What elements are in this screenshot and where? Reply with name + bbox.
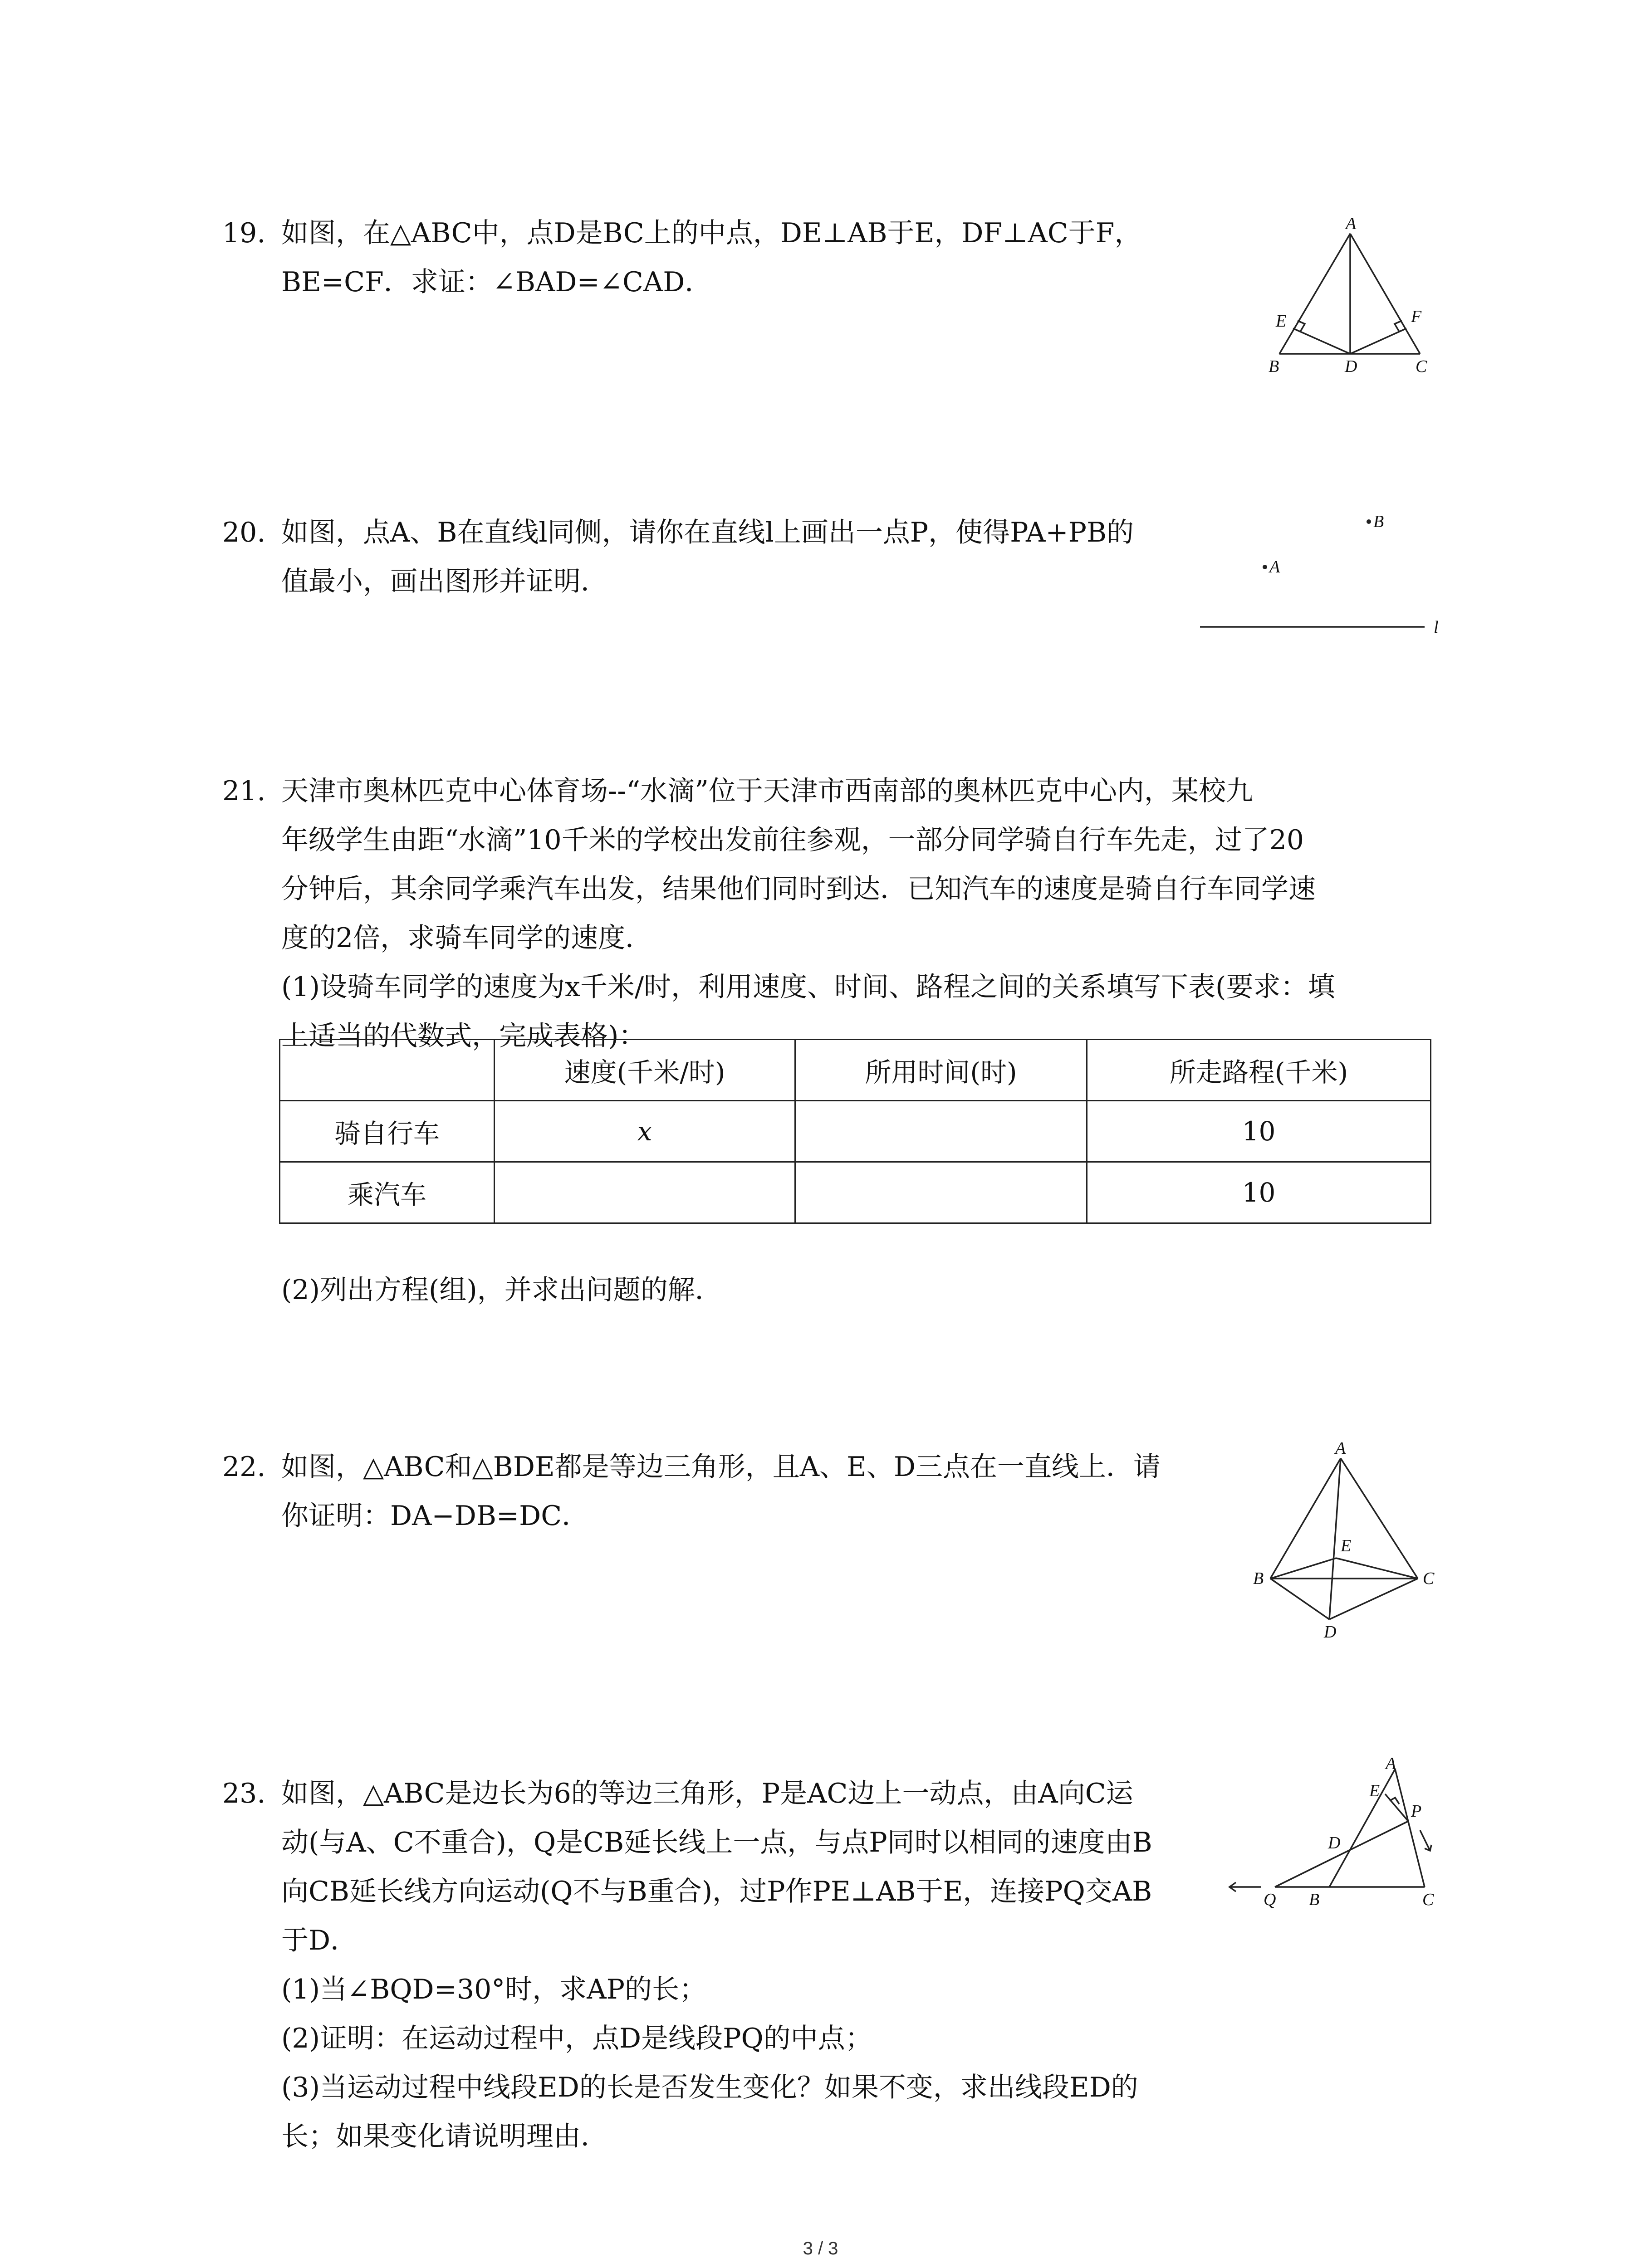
question-text: 天津市奥林匹克中心体育场--“水滴”位于天津市西南部的奥林匹克中心内，某校九 — [281, 775, 1253, 807]
question-text: (3)当运动过程中线段ED的长是否发生变化？如果不变，求出线段ED的 — [281, 2072, 1138, 2103]
label-D: D — [1345, 357, 1357, 376]
question-text: 动(与A、C不重合)，Q是CB延长线上一点，与点P同时以相同的速度由B — [281, 1827, 1152, 1858]
label-B: B — [1269, 357, 1279, 376]
table-header-cell: 所用时间(时) — [795, 1040, 1087, 1101]
table-row — [280, 1101, 1431, 1162]
table-cell — [795, 1162, 1087, 1223]
question-19 — [222, 209, 1266, 307]
question-number: 20. — [222, 517, 266, 548]
table-cell: 骑自行车 — [280, 1101, 495, 1162]
label-C: C — [1423, 1569, 1435, 1588]
table-header-cell: 速度(千米/时) — [495, 1040, 795, 1101]
question-text: 年级学生由距“水滴”10千米的学校出发前往参观，一部分同学骑自行车先走，过了20 — [281, 824, 1304, 856]
label-C: C — [1422, 1890, 1434, 1909]
question-text: (2)列出方程(组)，并求出问题的解． — [281, 1274, 722, 1306]
label-E: E — [1341, 1536, 1352, 1555]
question-text: (2)证明：在运动过程中，点D是线段PQ的中点； — [281, 2023, 872, 2054]
question-20 — [222, 508, 1266, 606]
figure-20-points-line — [1198, 508, 1452, 644]
question-text: BE=CF．求证：∠BAD=∠CAD． — [281, 266, 712, 298]
label-A: A — [1269, 557, 1280, 577]
question-text: 度的2倍，求骑车同学的速度． — [281, 922, 653, 954]
question-number: 23. — [222, 1778, 266, 1809]
question-text: (1)当∠BQD=30°时，求AP的长； — [281, 1974, 706, 2005]
question-text: 长；如果变化请说明理由． — [281, 2121, 608, 2152]
label-A: A — [1335, 1439, 1346, 1458]
table-row — [280, 1162, 1431, 1223]
question-number: 19. — [222, 217, 266, 249]
table-cell: 乘汽车 — [280, 1162, 495, 1223]
question-text: 如图，在△ABC中，点D是BC上的中点，DE⊥AB于E，DF⊥AC于F， — [281, 217, 1142, 249]
table-header-cell — [280, 1040, 495, 1101]
table-cell: 10 — [1087, 1162, 1431, 1223]
label-l: l — [1434, 618, 1439, 637]
question-text: 你证明：DA−DB=DC． — [281, 1500, 589, 1532]
speed-time-distance-table — [279, 1039, 1431, 1224]
question-21 — [222, 767, 1335, 1061]
label-D: D — [1328, 1833, 1341, 1853]
question-21-part2 — [222, 1266, 1266, 1315]
question-22 — [222, 1442, 1266, 1540]
label-E: E — [1276, 312, 1287, 331]
table-header-cell: 所走路程(千米) — [1087, 1040, 1431, 1101]
label-C: C — [1416, 357, 1427, 376]
figure-19-triangle — [1261, 213, 1452, 386]
label-E: E — [1369, 1781, 1380, 1800]
figure-23-moving-points — [1220, 1751, 1456, 1932]
label-F: F — [1411, 307, 1422, 326]
question-text: (1)设骑车同学的速度为x千米/时，利用速度、时间、路程之间的关系填写下表(要求：填 — [281, 971, 1335, 1003]
label-D: D — [1324, 1623, 1337, 1637]
question-text: 分钟后，其余同学乘汽车出发，结果他们同时到达．已知汽车的速度是骑自行车同学速 — [281, 873, 1316, 905]
question-text: 上适当的代数式，完成表格)： — [281, 1020, 646, 1052]
table-cell: x — [495, 1101, 795, 1162]
table-cell: 10 — [1087, 1101, 1431, 1162]
figure-22-triangles — [1243, 1438, 1452, 1637]
label-P: P — [1411, 1802, 1422, 1821]
question-text: 如图，点A、B在直线l同侧，请你在直线l上画出一点P，使得PA+PB的 — [281, 517, 1134, 548]
label-Q: Q — [1264, 1890, 1276, 1909]
question-text: 如图，△ABC是边长为6的等边三角形，P是AC边上一动点，由A向C运 — [281, 1778, 1133, 1809]
table-cell — [495, 1162, 795, 1223]
question-text: 如图，△ABC和△BDE都是等边三角形，且A、E、D三点在一直线上．请 — [281, 1451, 1161, 1483]
table-cell — [795, 1101, 1087, 1162]
question-number: 21. — [222, 775, 266, 807]
label-A: A — [1346, 214, 1357, 233]
label-B: B — [1373, 512, 1384, 531]
label-B: B — [1309, 1890, 1320, 1909]
question-text: 向CB延长线方向运动(Q不与B重合)，过P作PE⊥AB于E，连接PQ交AB — [281, 1876, 1152, 1907]
page-number: 3 / 3 — [803, 2239, 838, 2258]
table-header-row — [280, 1040, 1431, 1101]
question-23 — [222, 1769, 1266, 2161]
question-number: 22. — [222, 1451, 266, 1483]
label-B: B — [1253, 1569, 1264, 1588]
label-A: A — [1386, 1754, 1396, 1773]
question-text: 值最小，画出图形并证明． — [281, 566, 608, 597]
question-text: 于D． — [281, 1925, 358, 1956]
